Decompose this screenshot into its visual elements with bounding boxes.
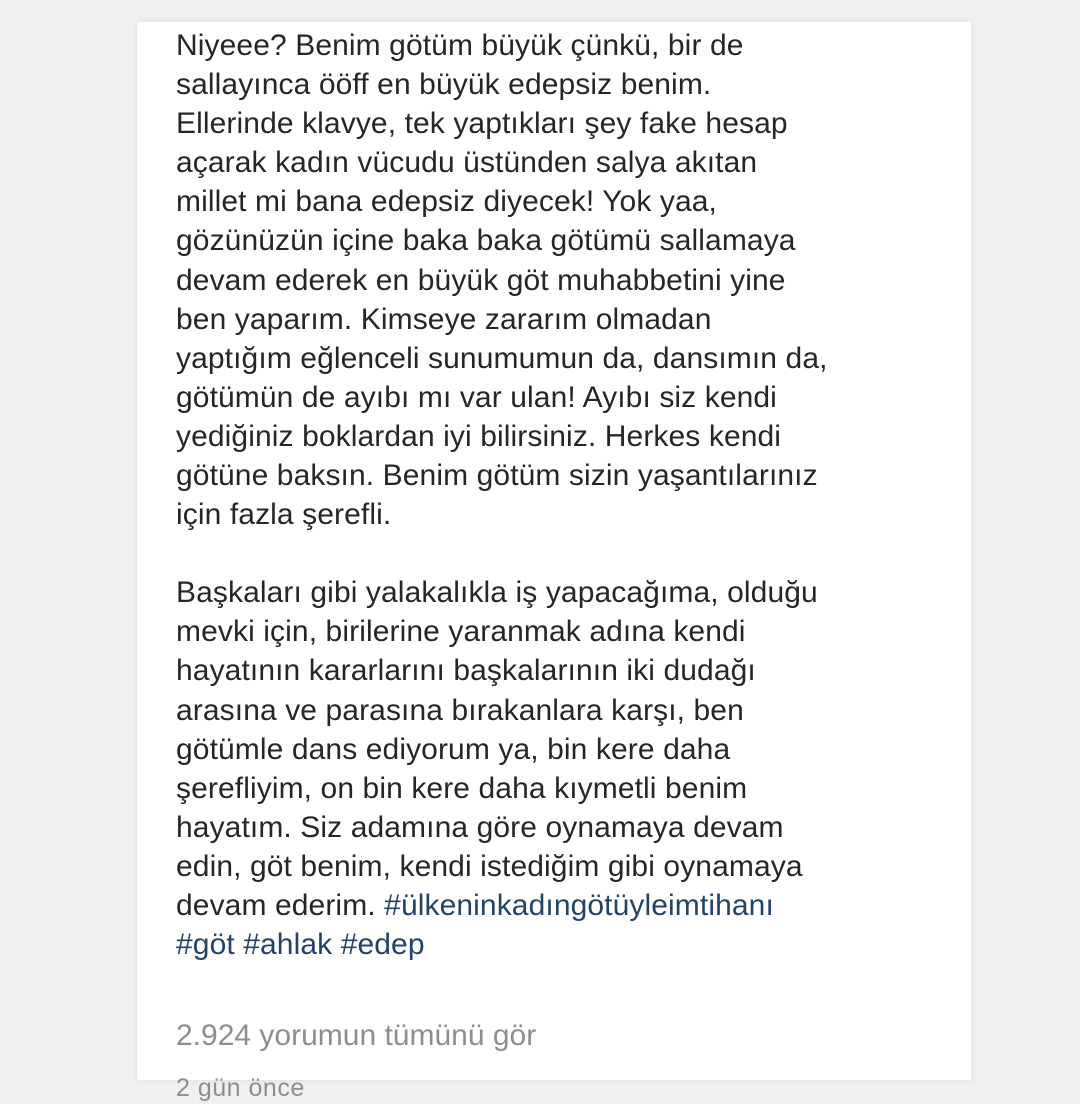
caption-line: sallayınca ööff en büyük edepsiz benim. — [176, 68, 712, 102]
caption-line: açarak kadın vücudu üstünden salya akıtan — [176, 146, 758, 180]
caption-line: gözünüzün içine baka baka götümü sallamaya — [176, 224, 796, 258]
caption-line: için fazla şerefli. — [176, 498, 392, 532]
post-timestamp: 2 gün önce — [176, 1074, 305, 1102]
caption-line: şerefliyim, on bin kere daha kıymetli benim — [176, 771, 748, 805]
caption-line: götüne baksın. Benim götüm sizin yaşantılarınız — [176, 459, 818, 493]
hashtag-link[interactable]: #ülkeninkadıngötüyleimtihanı — [384, 888, 774, 922]
caption-line: götümün de ayıbı mı var ulan! Ayıbı siz kendi — [176, 380, 777, 414]
caption-line: yediğiniz boklardan iyi bilirsiniz. Herkes kendi — [176, 419, 782, 453]
caption-line: edin, göt benim, kendi istediğim gibi oynamaya — [176, 849, 803, 883]
view-all-comments-link[interactable]: 2.924 yorumun tümünü gör — [176, 1019, 537, 1052]
post-caption-panel — [137, 22, 971, 1102]
caption-line: hayatının kararlarını başkalarının iki dudağı — [176, 654, 756, 688]
caption-last-text: devam ederim. — [176, 888, 376, 922]
caption-line: Başkaları gibi yalakalıkla iş yapacağıma, olduğu — [176, 576, 818, 610]
caption-line: hayatım. Siz adamına göre oynamaya devam — [176, 810, 784, 844]
caption-line: mevki için, birilerine yaranmak adına kendi — [176, 615, 746, 649]
paragraph-gap — [176, 534, 966, 573]
caption-line: Ellerinde klavye, tek yaptıkları şey fake hesap — [176, 107, 788, 141]
caption-line: Niyeee? Benim götüm büyük çünkü, bir de — [176, 29, 744, 62]
caption-line: götümle dans ediyorum ya, bin kere daha — [176, 732, 731, 766]
caption-line: devam ederek en büyük göt muhabbetini yine — [176, 263, 786, 297]
hashtag-line — [176, 925, 966, 964]
post-caption — [176, 26, 966, 964]
caption-line: millet mi bana edepsiz diyecek! Yok yaa, — [176, 185, 717, 219]
caption-line: arasına ve parasına bırakanlara karşı, ben — [176, 693, 744, 727]
hashtag-link[interactable]: #edep — [340, 928, 425, 962]
hashtag-link[interactable]: #ahlak — [243, 928, 333, 962]
caption-line: yaptığım eğlenceli sunumumun da, dansımın da, — [176, 341, 828, 375]
caption-line-with-hashtag — [176, 886, 966, 925]
hashtag-link[interactable]: #göt — [176, 928, 235, 962]
caption-line: ben yaparım. Kimseye zararım olmadan — [176, 302, 712, 336]
